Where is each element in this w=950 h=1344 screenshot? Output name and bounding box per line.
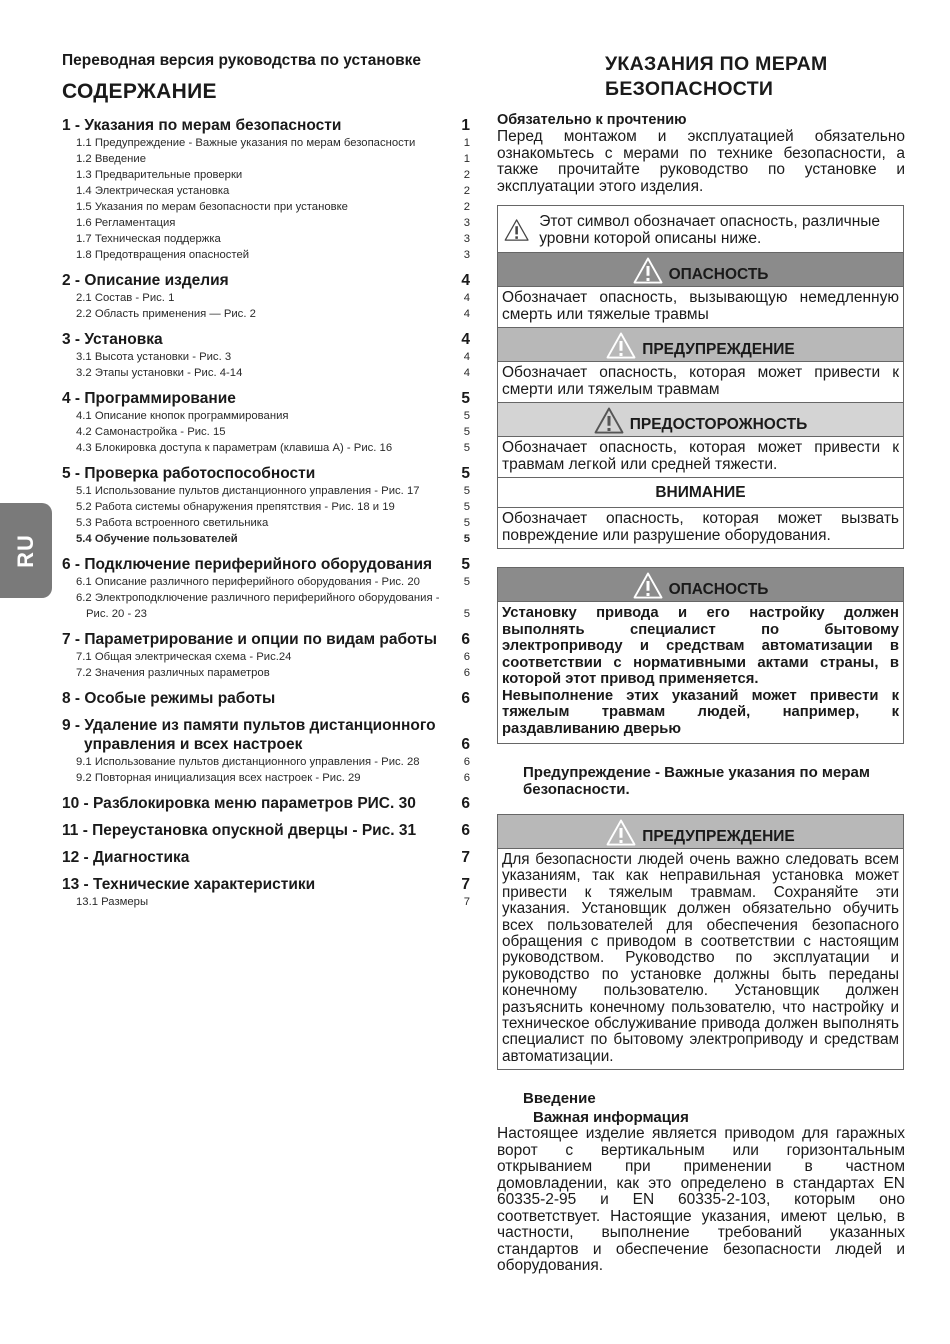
warning-band: [498, 328, 903, 362]
danger-label: ОПАСНОСТЬ: [668, 266, 769, 283]
toc-list: [62, 116, 470, 910]
toc-subentry: [62, 247, 470, 263]
toc-subentry-title: 1.2 Введение: [76, 153, 146, 165]
toc-page-number: 7: [461, 876, 470, 893]
notice-band: [498, 478, 903, 508]
toc-subentry-title: 13.1 Размеры: [76, 896, 149, 908]
safety-title-line1: УКАЗАНИЯ ПО МЕРАМ: [605, 53, 828, 75]
toc-page-number: 4: [461, 272, 470, 289]
toc-subentry-page: 5: [463, 426, 470, 438]
toc-entry: [62, 464, 470, 483]
toc-section: [62, 271, 470, 322]
safety-warning-text: Для безопасности людей очень важно следовать всем указаниям, так как неправильная установка может привести к тяжелым травмам. Сохраняйте эти указания. Установщик должен обязательно обучить всех пользователей для обеспечения безопасного обращения с приводом в соответствии с настоящим руководством. Руководство по эксплуатации и руководство по установке должны быть переданы конечному пользователю. Установщик должен разъяснить конечному пользователю, что настройку и техническое обслуживание привода должен выполнять специалист по бытовому электроприводу и средствам автоматизации.: [502, 851, 899, 1065]
toc-section: [62, 716, 470, 786]
warning-triangle-icon: [606, 819, 636, 846]
toc-subentry-title: 3.2 Этапы установки - Рис. 4-14: [76, 367, 243, 379]
toc-subentry: [62, 531, 470, 547]
toc-subentry: [62, 499, 470, 515]
toc-title: СОДЕРЖАНИЕ: [62, 80, 217, 103]
toc-section: [62, 555, 470, 622]
toc-subentry-page: 5: [463, 410, 470, 422]
toc-subentry-title: 1.8 Предотвращения опасностей: [76, 249, 250, 261]
intro-subheading: Важная информация: [533, 1109, 689, 1127]
toc-page-number: 7: [461, 849, 470, 866]
toc-section: [62, 630, 470, 681]
toc-subentry-page: 6: [463, 651, 470, 663]
toc-subentry-page: 5: [463, 533, 470, 545]
toc-subentry-page: 6: [463, 667, 470, 679]
toc-page-number: 5: [461, 465, 470, 482]
toc-section: [62, 330, 470, 381]
toc-entry: [62, 875, 470, 894]
safety-warning-box: [497, 814, 904, 1070]
danger-text: Обозначает опасность, вызывающую немедленную смерть или тяжелые травмы: [498, 287, 903, 328]
installer-danger-text1: Установку привода и его настройку должен выполнять специалист по бытовому электроприводу и средствам автоматизации в соответствии с нормативными актами страны, в которой этот привод применяется.: [502, 605, 899, 687]
toc-subentry-title: 5.2 Работа системы обнаружения препятствия - Рис. 18 и 19: [76, 501, 395, 513]
intro-heading: Введение: [523, 1090, 596, 1108]
toc-subentry: [62, 408, 470, 424]
installer-danger-text2: Невыполнение этих указаний может привести к тяжелым травмам людей, например, к раздавливанию дверью: [502, 687, 899, 737]
toc-subentry-title: 9.2 Повторная инициализация всех настроек - Рис. 29: [76, 772, 361, 784]
toc-subentry-title: 5.4 Обучение пользователей: [76, 533, 238, 545]
toc-entry-title: 5 - Проверка работоспособности: [62, 465, 316, 482]
toc-subentry: [62, 574, 470, 590]
toc-subentry-page: 6: [463, 756, 470, 768]
toc-entry-title: 2 - Описание изделия: [62, 272, 229, 289]
toc-subentry-title: 5.1 Использование пультов дистанционного управления - Рис. 17: [76, 485, 420, 497]
installer-danger-body: [498, 602, 903, 743]
toc-subentry-title: 1.5 Указания по мерам безопасности при установке: [76, 201, 348, 213]
toc-subentry-page: 4: [463, 367, 470, 379]
toc-subentry-page: 6: [463, 772, 470, 784]
warning-triangle-icon: [633, 572, 663, 599]
toc-entry: [62, 794, 470, 813]
toc-page-number: 4: [461, 331, 470, 348]
toc-page-number: 6: [461, 795, 470, 812]
warning-triangle-icon: [633, 257, 663, 284]
toc-subentry: [62, 440, 470, 456]
toc-entry-title: 10 - Разблокировка меню параметров РИС. 30: [62, 795, 416, 812]
toc-subentry: [62, 770, 470, 786]
toc-subentry: [62, 306, 470, 322]
toc-subentry-title: 1.4 Электрическая установка: [76, 185, 230, 197]
toc-subentry: [62, 590, 470, 606]
toc-entry-title: 7 - Параметрирование и опции по видам работы: [62, 631, 437, 648]
toc-entry: [62, 630, 470, 649]
installer-danger-box: [497, 567, 904, 744]
toc-subentry-title: 6.1 Описание различного периферийного оборудования - Рис. 20: [76, 576, 420, 588]
toc-entry-title: 11 - Переустановка опускной дверцы - Рис. 31: [62, 822, 417, 839]
toc-subentry: [62, 167, 470, 183]
toc-subentry-page: 2: [463, 169, 470, 181]
toc-entry-title: 13 - Технические характеристики: [62, 876, 316, 893]
toc-subentry-page: 3: [463, 233, 470, 245]
language-tab: [0, 503, 52, 598]
toc-section: [62, 875, 470, 910]
toc-entry-title-line2: управления и всех настроек: [84, 736, 303, 753]
toc-entry: [62, 689, 470, 708]
toc-entry: [62, 116, 470, 135]
toc-subentry: [62, 665, 470, 681]
toc-section: [62, 116, 470, 263]
toc-section: [62, 821, 470, 840]
toc-subentry: [62, 365, 470, 381]
toc-subentry-page: 1: [463, 153, 470, 165]
toc-subentry: [62, 151, 470, 167]
toc-page-number: 5: [461, 390, 470, 407]
notice-label: ВНИМАНИЕ: [655, 483, 746, 501]
toc-subentry: [62, 199, 470, 215]
toc-entry-title: 9 - Удаление из памяти пультов дистанционного: [62, 717, 436, 734]
warning-triangle-icon: [504, 212, 529, 248]
installer-danger-label: ОПАСНОСТЬ: [668, 581, 769, 598]
toc-page-number: 6: [461, 690, 470, 707]
toc-subentry-title: Рис. 20 - 23: [86, 608, 147, 620]
toc-subentry-page: 7: [463, 896, 470, 908]
toc-subentry: [62, 215, 470, 231]
toc-subentry-page: 5: [463, 517, 470, 529]
toc-subentry-page: 3: [463, 217, 470, 229]
toc-subentry-page: 5: [463, 501, 470, 513]
safety-warning-label: ПРЕДУПРЕЖДЕНИЕ: [642, 828, 795, 845]
toc-entry: [62, 716, 470, 735]
toc-entry: [62, 271, 470, 290]
toc-subentry: [62, 290, 470, 306]
toc-subentry-page: 5: [463, 485, 470, 497]
toc-subentry-title: 2.1 Состав - Рис. 1: [76, 292, 175, 304]
toc-subentry-page: 1: [463, 137, 470, 149]
toc-subentry-page: 4: [463, 292, 470, 304]
toc-subentry-title: 7.1 Общая электрическая схема - Рис.24: [76, 651, 292, 663]
safety-title-line2: БЕЗОПАСНОСТИ: [605, 78, 774, 100]
toc-entry: [62, 555, 470, 574]
toc-subentry: [62, 231, 470, 247]
caution-label: ПРЕДОСТОРОЖНОСТЬ: [629, 416, 808, 433]
toc-subentry-title: 9.1 Использование пультов дистанционного управления - Рис. 28: [76, 756, 420, 768]
toc-subentry: [62, 606, 470, 622]
warning-heading: Предупреждение - Важные указания по мерам безопасности.: [523, 764, 870, 798]
toc-subentry: [62, 649, 470, 665]
toc-subentry-page: 3: [463, 249, 470, 261]
toc-section: [62, 464, 470, 547]
language-tab-label: RU: [13, 533, 38, 568]
danger-band: [498, 253, 903, 287]
warning-label: ПРЕДУПРЕЖДЕНИЕ: [642, 341, 795, 358]
warning-triangle-icon: [606, 332, 636, 359]
toc-subentry-title: 6.2 Электроподключение различного периферийного оборудования -: [76, 592, 440, 604]
toc-subentry-page: 4: [463, 308, 470, 320]
toc-section: [62, 794, 470, 813]
hazard-legend: [497, 205, 904, 549]
toc-subentry-page: 5: [463, 576, 470, 588]
toc-subentry-title: 4.3 Блокировка доступа к параметрам (клавиша А) - Рис. 16: [76, 442, 393, 454]
toc-subentry: [62, 483, 470, 499]
toc-page-number: 6: [461, 631, 470, 648]
toc-subentry: [62, 515, 470, 531]
toc-subentry-page: 5: [463, 442, 470, 454]
toc-section: [62, 848, 470, 867]
legend-symbol-row: [498, 206, 903, 253]
installer-danger-band: [498, 568, 903, 602]
warning-triangle-icon: [594, 407, 624, 434]
toc-subentry-title: 4.2 Самонастройка - Рис. 15: [76, 426, 226, 438]
safety-title: [605, 52, 905, 102]
toc-subentry-title: 5.3 Работа встроенного светильника: [76, 517, 269, 529]
toc-page-number: 1: [461, 117, 470, 134]
toc-entry: [62, 389, 470, 408]
toc-subentry: [62, 424, 470, 440]
toc-entry-title: 12 - Диагностика: [62, 849, 190, 866]
toc-entry-title: 1 - Указания по мерам безопасности: [62, 117, 342, 134]
document-subtitle: Переводная версия руководства по установке: [62, 52, 422, 69]
intro-text: Настоящее изделие является приводом для гаражных ворот с вертикальным или горизонтальным открыванием при применении в частном домовладении, как это определено в стандартах EN 60335-2-95 и EN 60335-2-103, которым оно соответствует. Настоящие указания, имеют целью, в частности, выполнение требований указанных стандартов и обеспечение безопасности людей и оборудования.: [497, 1125, 905, 1275]
toc-subentry-title: 1.1 Предупреждение - Важные указания по мерам безопасности: [76, 137, 416, 149]
caution-text: Обозначает опасность, которая может привести к травмам легкой или средней тяжести.: [498, 437, 903, 478]
must-read-text: Перед монтажом и эксплуатацией обязательно ознакомьтесь с мерами по технике безопасности, а также прочитайте руководство по установке и эксплуатации этого изделия.: [497, 128, 905, 195]
toc-page-number: 5: [461, 556, 470, 573]
toc-section: [62, 689, 470, 708]
toc-subentry-title: 3.1 Высота установки - Рис. 3: [76, 351, 232, 363]
safety-warning-band: [498, 815, 903, 849]
toc-subentry: [62, 754, 470, 770]
toc-subentry-title: 4.1 Описание кнопок программирования: [76, 410, 289, 422]
toc-subentry-page: 4: [463, 351, 470, 363]
toc-page-number: 6: [461, 822, 470, 839]
toc-entry-title: 3 - Установка: [62, 331, 163, 348]
toc-subentry: [62, 135, 470, 151]
toc-entry-title: 6 - Подключение периферийного оборудования: [62, 556, 433, 573]
must-read-heading: Обязательно к прочтению: [497, 112, 687, 128]
toc-entry: [62, 735, 470, 754]
toc-entry-title: 8 - Особые режимы работы: [62, 690, 276, 707]
toc-subentry: [62, 894, 470, 910]
toc-subentry: [62, 183, 470, 199]
toc-entry: [62, 821, 470, 840]
caution-band: [498, 403, 903, 437]
toc-subentry-title: 2.2 Область применения — Рис. 2: [76, 308, 256, 320]
toc-subentry-page: 2: [463, 201, 470, 213]
toc-section: [62, 389, 470, 456]
toc-subentry-title: 1.7 Техническая поддержка: [76, 233, 221, 245]
toc-subentry-title: 7.2 Значения различных параметров: [76, 667, 270, 679]
toc-subentry: [62, 349, 470, 365]
notice-text: Обозначает опасность, которая может вызвать повреждение или разрушение оборудования.: [502, 510, 899, 544]
safety-column: [497, 52, 905, 1275]
table-of-contents: [62, 52, 470, 918]
toc-subentry-page: 5: [463, 608, 470, 620]
warning-text: Обозначает опасность, которая может привести к смерти или тяжелым травмам: [498, 362, 903, 403]
toc-entry: [62, 330, 470, 349]
toc-subentry-title: 1.3 Предварительные проверки: [76, 169, 243, 181]
toc-entry-title: 4 - Программирование: [62, 390, 236, 407]
toc-page-number: 6: [461, 736, 470, 753]
legend-symbol-text: Этот символ обозначает опасность, различные уровни которой описаны ниже.: [539, 213, 881, 247]
toc-entry: [62, 848, 470, 867]
toc-subentry-page: 2: [463, 185, 470, 197]
toc-subentry-title: 1.6 Регламентация: [76, 217, 176, 229]
